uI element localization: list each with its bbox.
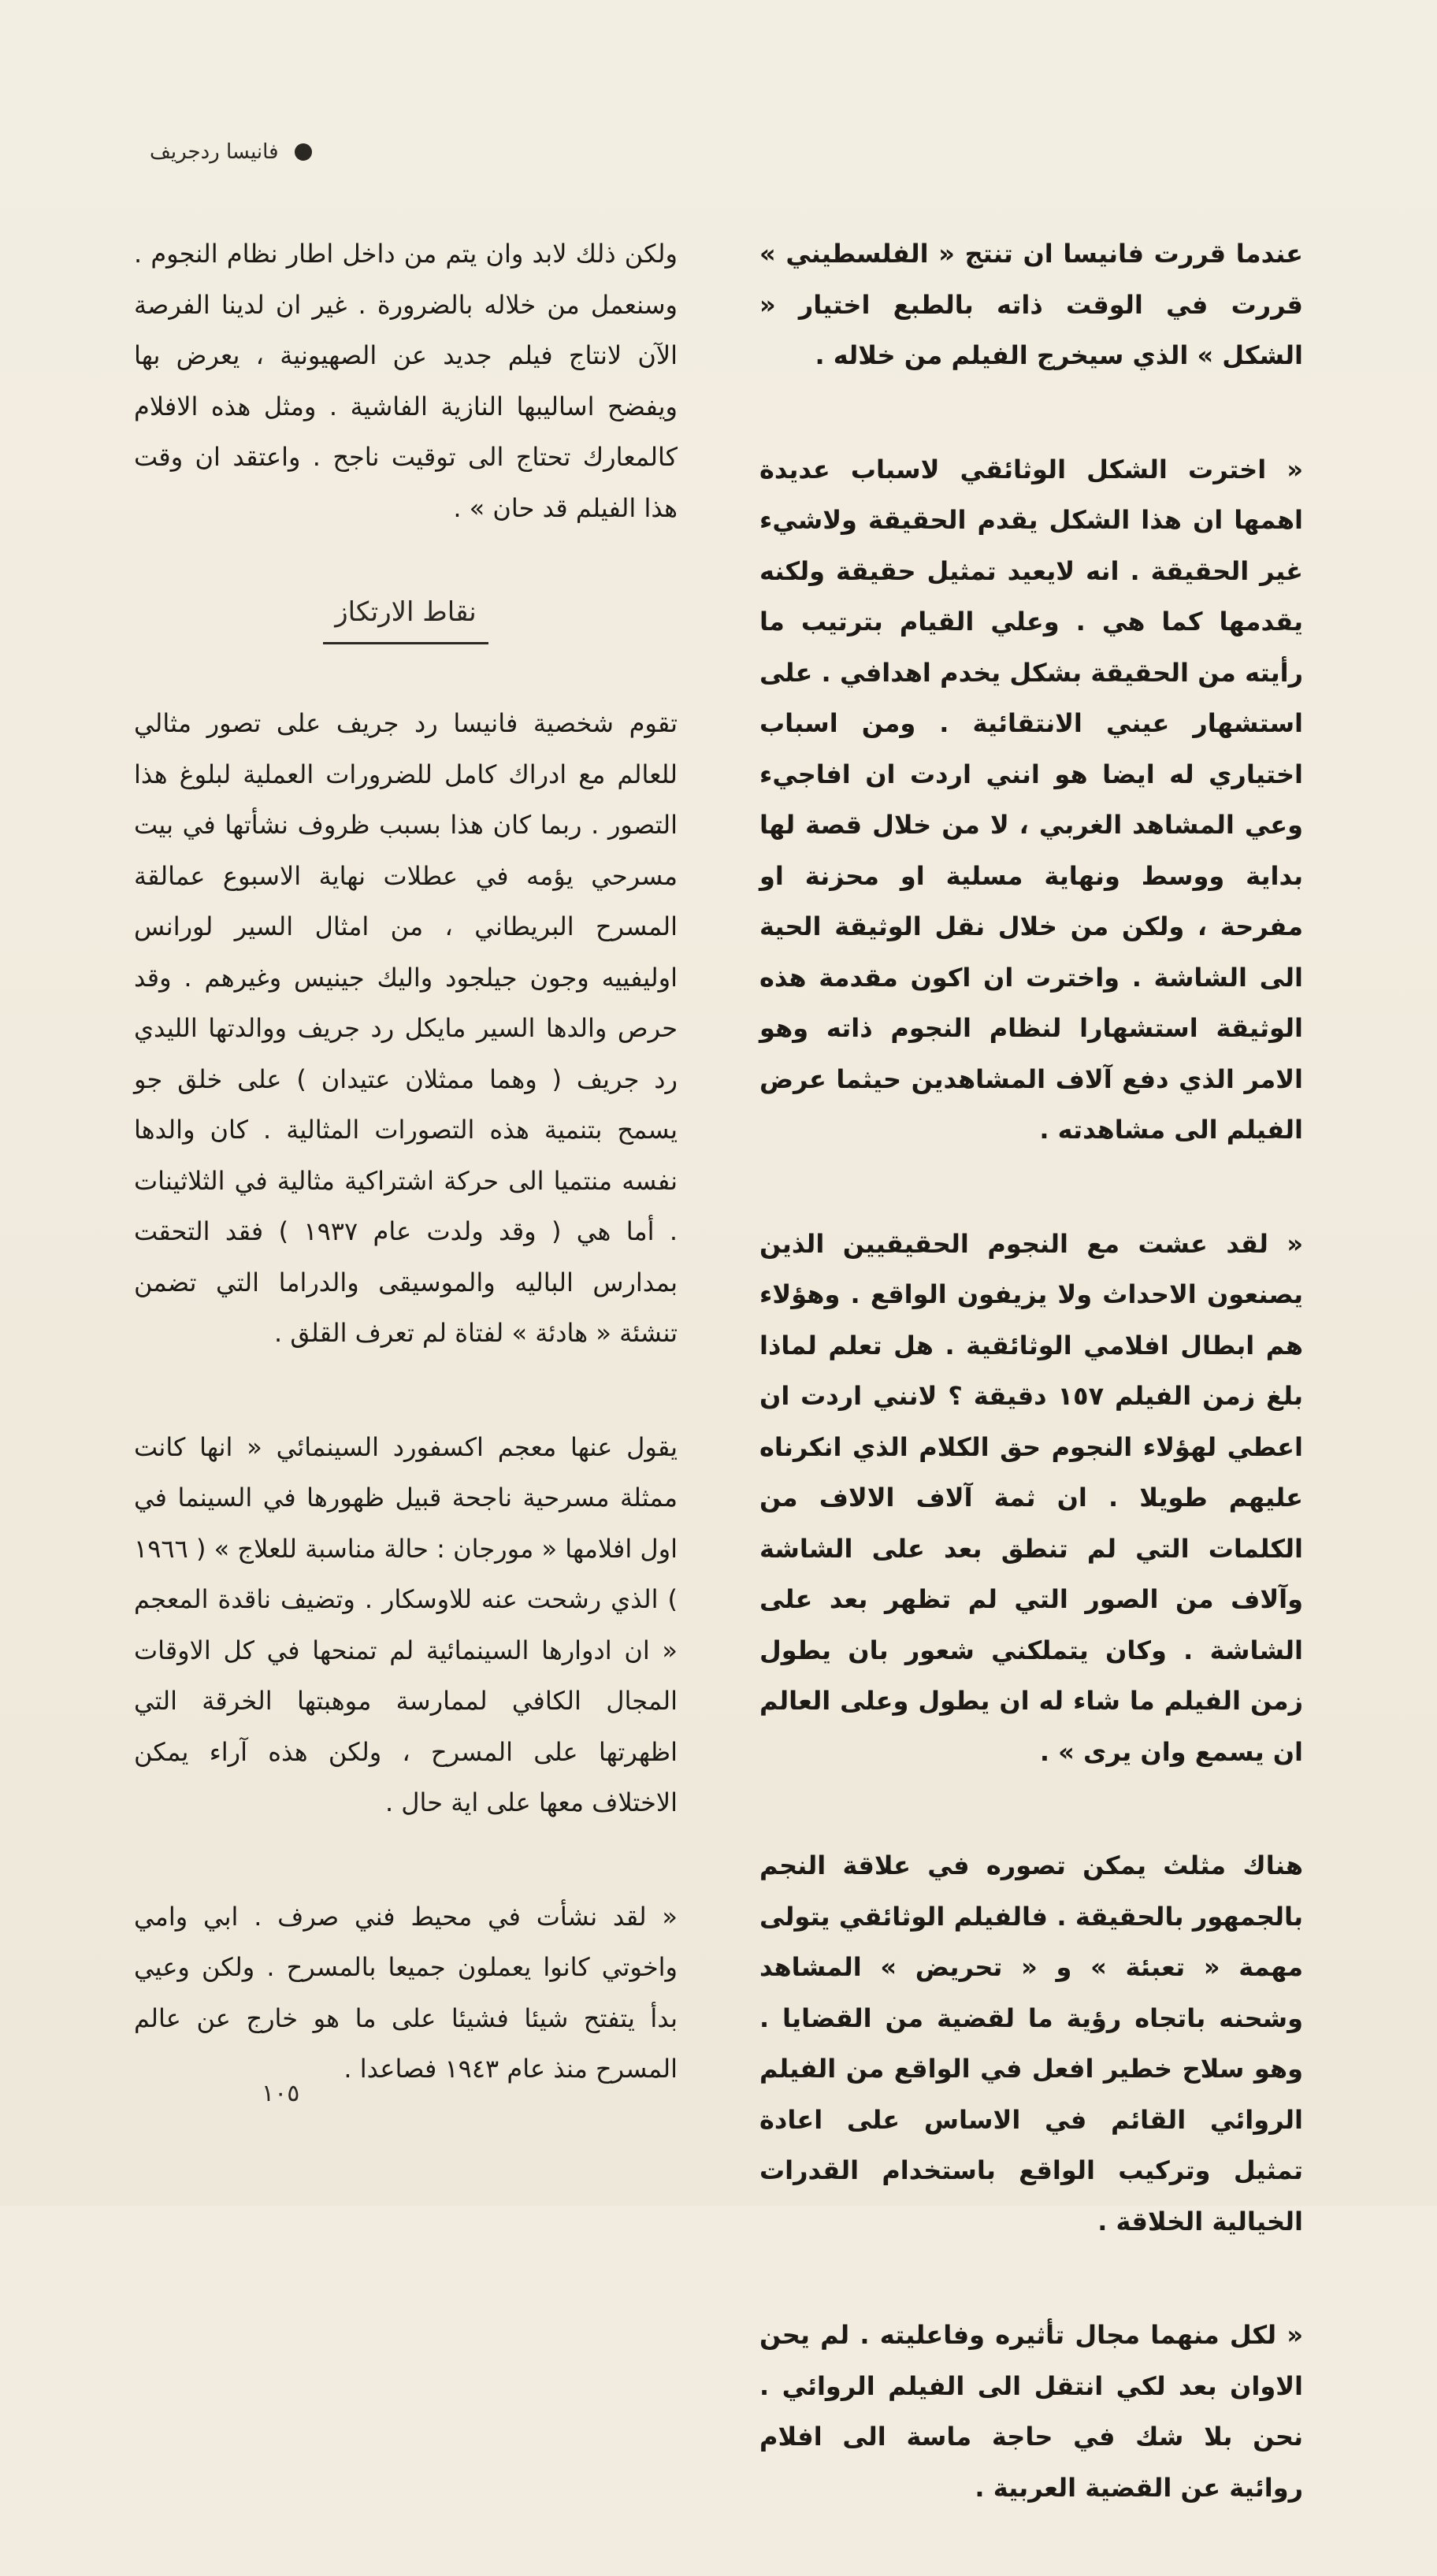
paragraph: « لقد نشأت في محيط فني صرف . ابي وامي واخوتي كانوا يعملون جميعا بالمسرح . ولكن وعيي بدأ يتفتح شيئا فشيئا على ما هو خارج عن عالم المسرح منذ عام ١٩٤٣ فصاعدا . bbox=[134, 1901, 678, 2084]
running-head bbox=[150, 140, 312, 164]
right-column bbox=[759, 228, 1303, 2576]
paragraph: « لكل منهما مجال تأثيره وفاعليته . لم يحن الاوان بعد لكي انتقل الى الفيلم الروائي . نحن بلا شك في حاجة ماسة الى افلام روائية عن القضية العربية . bbox=[759, 2320, 1303, 2503]
left-column bbox=[134, 228, 678, 2158]
paragraph: يقول عنها معجم اكسفورد السينمائي « انها كانت ممثلة مسرحية ناجحة قبيل ظهورها في السينما في اول افلامها « مورجان : حالة مناسبة للعلاج » ( ١٩٦٦ ) الذي رشحت عنه للاوسكار . وتضيف ناقدة المعجم « ان ادوارها السينمائية لم تمنحها في كل الاوقات المجال الكافي لممارسة موهبتها الخرقة التي اظهرتها على المسرح ، ولكن هذه آراء يمكن الاختلاف معها على اية حال . bbox=[134, 1431, 678, 1817]
heading-divider bbox=[323, 642, 488, 644]
paragraph: « لقد عشت مع النجوم الحقيقيين الذين يصنعون الاحداث ولا يزيفون الواقع . وهؤلاء هم ابطال افلامي الوثائقية . هل تعلم لماذا بلغ زمن الفيلم ١٥٧ دقيقة ؟ لانني اردت ان اعطي لهؤلاء النجوم حق الكلام الذي انكرناه عليهم طويلا . ان ثمة آلاف الالاف من الكلمات التي لم تنطق بعد على الشاشة وآلاف من الصور التي لم تظهر بعد على الشاشة . وكان يتملكني شعور بان يطول زمن الفيلم ما شاء له ان يطول وعلى العالم ان يسمع وان يرى » . bbox=[759, 1228, 1304, 1767]
paragraph: هناك مثلث يمكن تصوره في علاقة النجم بالجمهور بالحقيقة . فالفيلم الوثائقي يتولى مهمة « تعبئة » و « تحريض » المشاهد وشحنه باتجاه رؤية ما لقضية من القضايا . وهو سلاح خطير افعل في الواقع من الفيلم الروائي القائم في الاساس على اعادة تمثيل وتركيب الواقع باستخدام القدرات الخيالية الخلاقة . bbox=[759, 1850, 1303, 2236]
page-number: ١٠٥ bbox=[262, 2080, 300, 2107]
paragraph: « اخترت الشكل الوثائقي لاسباب عديدة اهمها ان هذا الشكل يقدم الحقيقة ولاشيء غير الحقيقة . انه لايعيد تمثيل حقيقة ولكنه يقدمها كما هي . وعلي القيام بترتيب ما رأيته من الحقيقة بشكل يخدم اهدافي . على استشهار عيني الانتقائية . ومن اسباب اختياري له ايضا هو انني اردت ان افاجيء وعي المشاهد الغربي ، لا من خلال قصة لها بداية ووسط ونهاية مسلية او محزنة او مفرحة ، ولكن من خلال نقل الوثيقة الحية الى الشاشة . واخترت ان اكون مقدمة هذه الوثيقة استشهارا لنظام النجوم ذاته وهو الامر الذي دفع آلاف المشاهدين حيثما عرض الفيلم الى مشاهدته . bbox=[759, 454, 1303, 1145]
paragraph: تقوم شخصية فانيسا رد جريف على تصور مثالي للعالم مع ادراك كامل للضرورات العملية لبلوغ هذا التصور . ربما كان هذا بسبب ظروف نشأتها في بيت مسرحي يؤمه في عطلات نهاية الاسبوع عمالقة المسرح البريطاني ، من امثال السير لورانس اوليفييه وجون جيلجود واليك جينيس وغيرهم . وقد حرص والدها السير مايكل رد جريف ووالدتها الليدي رد جريف ( وهما ممثلان عتيدان ) على خلق جو يسمح بتنمية هذه التصورات المثالية . كان والدها نفسه منتميا الى حركة اشتراكية مثالية في الثلاثينات . أما هي ( وقد ولدت عام ١٩٣٧ ) فقد التحقت بمدارس الباليه والموسيقى والدراما التي تضمن تنشئة « هادئة » لفتاة لم تعرف القلق . bbox=[134, 708, 678, 1348]
paragraph: عندما قررت فانيسا ان تنتج « الفلسطيني » قررت في الوقت ذاته بالطبع اختيار « الشكل » الذي سيخرج الفيلم من خلاله . bbox=[759, 239, 1303, 370]
bullet-icon bbox=[295, 143, 312, 161]
running-head-text: فانيسا ردجريف bbox=[150, 140, 279, 164]
section-heading: نقاط الارتكاز bbox=[335, 596, 477, 628]
paragraph: ولكن ذلك لابد وان يتم من داخل اطار نظام النجوم . وسنعمل من خلاله بالضرورة . غير ان لدينا الفرصة الآن لانتاج فيلم جديد عن الصهيونية ، يعرض بها ويفضح اساليبها النازية الفاشية . ومثل هذه الافلام كالمعارك تحتاج الى توقيت ناجح . واعتقد ان وقت هذا الفيلم قد حان » . bbox=[134, 239, 678, 523]
